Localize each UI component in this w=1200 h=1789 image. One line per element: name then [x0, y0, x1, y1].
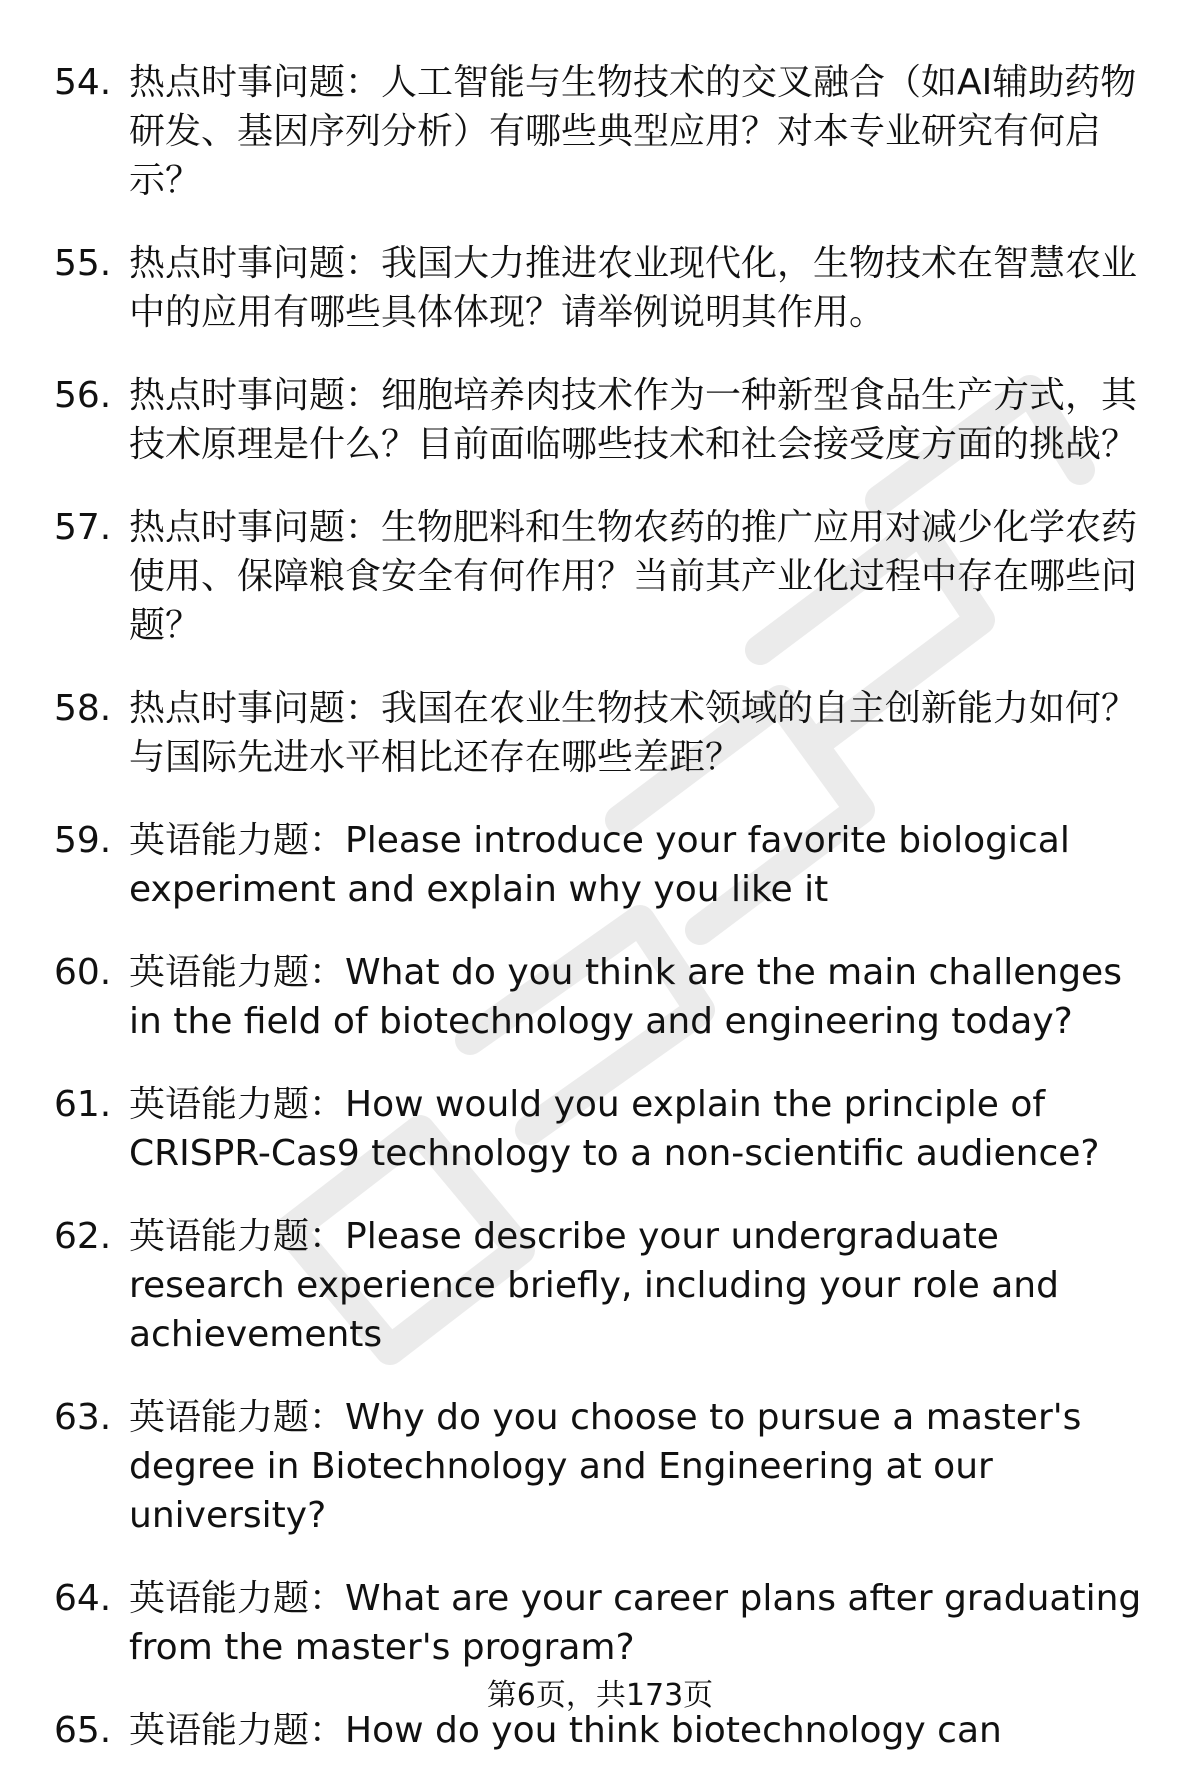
question-number: 57. — [54, 507, 112, 548]
question-item-62 — [0, 1212, 1200, 1359]
question-number: 60. — [54, 952, 112, 993]
question-item-56 — [0, 371, 1200, 469]
question-text: 热点时事问题：我国在农业生物技术领域的自主创新能力如何？与国际先进水平相比还存在哪些差距？ — [129, 688, 1138, 778]
question-item-54 — [0, 58, 1200, 205]
question-number: 59. — [54, 820, 112, 861]
question-text: 热点时事问题：细胞培养肉技术作为一种新型食品生产方式，其技术原理是什么？目前面临哪些技术和社会接受度方面的挑战？ — [129, 375, 1138, 465]
question-text: 英语能力题：What do you think are the main challenges in the field of biotechnology and engineering today? — [129, 952, 1122, 1042]
question-item-59 — [0, 816, 1200, 914]
question-item-58 — [0, 684, 1200, 782]
question-item-63 — [0, 1393, 1200, 1540]
question-item-64 — [0, 1574, 1200, 1672]
question-text: 英语能力题：How would you explain the principle of CRISPR-Cas9 technology to a non-scientific audience? — [129, 1084, 1100, 1174]
question-number: 64. — [54, 1578, 112, 1619]
question-text: 热点时事问题：生物肥料和生物农药的推广应用对减少化学农药使用、保障粮食安全有何作用？当前其产业化过程中存在哪些问题？ — [129, 507, 1138, 646]
question-item-57 — [0, 503, 1200, 650]
question-number: 63. — [54, 1397, 112, 1438]
question-list — [0, 58, 1200, 1789]
question-item-60 — [0, 948, 1200, 1046]
question-text: 热点时事问题：人工智能与生物技术的交叉融合（如AI辅助药物研发、基因序列分析）有哪些典型应用？对本专业研究有何启示？ — [129, 62, 1137, 201]
question-text: 英语能力题：Please describe your undergraduate research experience briefly, including your role and achievements — [129, 1216, 1059, 1355]
question-number: 56. — [54, 375, 112, 416]
question-text: 英语能力题：What are your career plans after graduating from the master's program? — [129, 1578, 1142, 1668]
question-text: 英语能力题：How do you think biotechnology can — [129, 1710, 1002, 1751]
page-number-label: 第6页，共173页 — [486, 1678, 714, 1713]
question-number: 65. — [54, 1710, 112, 1751]
question-text: 热点时事问题：我国大力推进农业现代化，生物技术在智慧农业中的应用有哪些具体体现？请举例说明其作用。 — [129, 243, 1138, 333]
question-number: 61. — [54, 1084, 112, 1125]
question-item-55 — [0, 239, 1200, 337]
question-item-61 — [0, 1080, 1200, 1178]
question-text: 英语能力题：Why do you choose to pursue a master's degree in Biotechnology and Engineering at our university? — [129, 1397, 1082, 1536]
question-number: 54. — [54, 62, 112, 103]
question-text: 英语能力题：Please introduce your favorite biological experiment and explain why you like it — [129, 820, 1070, 910]
question-number: 55. — [54, 243, 112, 284]
question-number: 58. — [54, 688, 112, 729]
question-number: 62. — [54, 1216, 112, 1257]
